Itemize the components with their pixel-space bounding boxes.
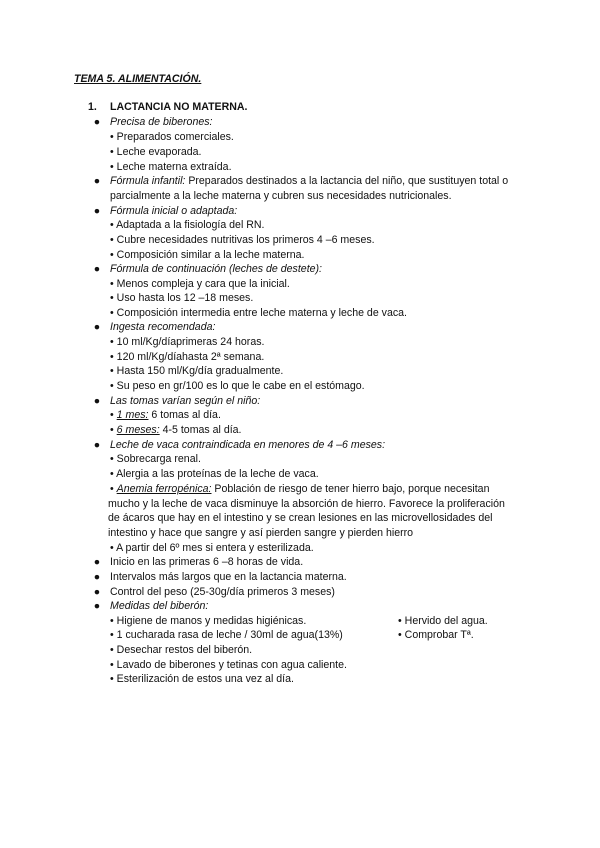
bullet-icon: ● xyxy=(93,439,101,451)
sub-bullet-icon: • xyxy=(110,673,114,685)
sub-item-text: Población de riesgo de tener hierro bajo, porque necesitan xyxy=(211,483,490,495)
item-heading: Fórmula infantil: xyxy=(110,175,186,187)
item-heading: Las tomas varían según el niño: xyxy=(110,395,261,407)
item-heading: Medidas del biberón: xyxy=(110,600,209,612)
sub-item-text: Menos compleja y cara que la inicial. xyxy=(116,278,290,290)
sub-item-text: 10 ml/Kg/díaprimeras 24 horas. xyxy=(116,336,265,348)
sub-bullet-icon: • xyxy=(110,234,114,246)
item-heading: Fórmula de continuación (leches de destete): xyxy=(110,263,322,275)
item-heading: Ingesta recomendada: xyxy=(110,321,216,333)
sub-item-text: 4-5 tomas al día. xyxy=(159,424,242,436)
section-number: 1. xyxy=(88,101,97,113)
bullet-icon: ● xyxy=(93,321,101,333)
bullet-icon: ● xyxy=(93,556,101,568)
sub-bullet-icon: • xyxy=(110,468,114,480)
sub-item-text: de ácaros que hay en el intestino y se crean lesiones en las microvellosidades del xyxy=(108,512,493,524)
item-heading: Fórmula inicial o adaptada: xyxy=(110,205,238,217)
item-text: Inicio en las primeras 6 –8 horas de vida. xyxy=(110,556,304,568)
sub-item-text: mucho y la leche de vaca disminuye la absorción de hierro. Favorece la proliferación xyxy=(108,498,505,510)
bullet-icon: ● xyxy=(93,263,101,275)
sub-bullet-icon: • xyxy=(110,161,114,173)
sub-bullet-icon: • xyxy=(110,131,114,143)
item-text: Preparados destinados a la lactancia del niño, que sustituyen total o xyxy=(185,175,509,187)
sub-item-text: Desechar restos del biberón. xyxy=(116,644,253,656)
sub-item-text: Esterilización de estos una vez al día. xyxy=(116,673,294,685)
sub-item-text: Adaptada a la fisiología del RN. xyxy=(116,219,265,231)
sub-bullet-icon: • xyxy=(110,336,114,348)
sub-bullet-icon: • xyxy=(110,424,114,436)
sub-item-text: Lavado de biberones y tetinas con agua caliente. xyxy=(116,659,347,671)
bullet-icon: ● xyxy=(93,586,101,598)
bullet-icon: ● xyxy=(93,116,101,128)
sub-item-text: Su peso en gr/100 es lo que le cabe en el estómago. xyxy=(116,380,365,392)
sub-item-text: Cubre necesidades nutritivas los primeros 4 –6 meses. xyxy=(116,234,375,246)
item-text: parcialmente a la leche materna y cubren sus necesidades nutricionales. xyxy=(110,190,452,202)
sub-bullet-icon: • xyxy=(110,219,114,231)
sub-item-text: A partir del 6º mes si entera y esterilizada. xyxy=(116,542,314,554)
page-title: TEMA 5. ALIMENTACIÓN. xyxy=(74,73,202,85)
sub-item-text: Leche materna extraída. xyxy=(116,161,232,173)
sub-item-text: Higiene de manos y medidas higiénicas. xyxy=(116,615,307,627)
bullet-icon: ● xyxy=(93,600,101,612)
sub-bullet-icon: • xyxy=(398,629,402,641)
bullet-icon: ● xyxy=(93,571,101,583)
sub-item-text: Composición similar a la leche materna. xyxy=(116,249,305,261)
sub-item-text: Leche evaporada. xyxy=(116,146,202,158)
sub-item-label: Anemia ferropénica: xyxy=(116,483,212,495)
section-label: LACTANCIA NO MATERNA. xyxy=(110,101,248,113)
item-text: Intervalos más largos que en la lactancia materna. xyxy=(110,571,347,583)
sub-bullet-icon: • xyxy=(110,380,114,392)
sub-bullet-icon: • xyxy=(110,629,114,641)
sub-bullet-icon: • xyxy=(110,453,114,465)
sub-bullet-icon: • xyxy=(110,542,114,554)
item-heading: Leche de vaca contraindicada en menores de 4 –6 meses: xyxy=(110,439,386,451)
sub-bullet-icon: • xyxy=(110,365,114,377)
sub-item-text: Preparados comerciales. xyxy=(116,131,234,143)
item-text: Control del peso (25-30g/día primeros 3 meses) xyxy=(110,586,335,598)
sub-bullet-icon: • xyxy=(110,644,114,656)
bullet-icon: ● xyxy=(93,175,101,187)
sub-bullet-icon: • xyxy=(110,249,114,261)
sub-item-text: Alergia a las proteínas de la leche de vaca. xyxy=(116,468,319,480)
sub-bullet-icon: • xyxy=(110,278,114,290)
sub-item-text: 6 tomas al día. xyxy=(148,409,221,421)
sub-item-label: 6 meses: xyxy=(116,424,160,436)
sub-item-text: 1 cucharada rasa de leche / 30ml de agua(13%) xyxy=(116,629,343,641)
sub-bullet-icon: • xyxy=(398,615,402,627)
section-heading xyxy=(88,101,248,113)
sub-item-text: intestino y hace que sangre y así pierden sangre y pierden hierro xyxy=(108,527,414,539)
sub-item-text: Comprobar Tª. xyxy=(404,629,474,641)
item-heading: Precisa de biberones: xyxy=(110,116,213,128)
sub-item-text: Composición intermedia entre leche materna y leche de vaca. xyxy=(116,307,407,319)
sub-bullet-icon: • xyxy=(110,307,114,319)
bullet-icon: ● xyxy=(93,205,101,217)
sub-bullet-icon: • xyxy=(110,615,114,627)
sub-item-text: 120 ml/Kg/díahasta 2ª semana. xyxy=(116,351,265,363)
sub-bullet-icon: • xyxy=(110,351,114,363)
sub-bullet-icon: • xyxy=(110,292,114,304)
sub-bullet-icon: • xyxy=(110,659,114,671)
sub-item-text: Sobrecarga renal. xyxy=(116,453,201,465)
sub-item-text: Uso hasta los 12 –18 meses. xyxy=(116,292,254,304)
sub-bullet-icon: • xyxy=(110,146,114,158)
sub-bullet-icon: • xyxy=(110,409,114,421)
sub-item-label: 1 mes: xyxy=(116,409,149,421)
sub-item-text: Hasta 150 ml/Kg/día gradualmente. xyxy=(116,365,284,377)
sub-bullet-icon: • xyxy=(110,483,114,495)
sub-item-text: Hervido del agua. xyxy=(404,615,488,627)
bullet-icon: ● xyxy=(93,395,101,407)
